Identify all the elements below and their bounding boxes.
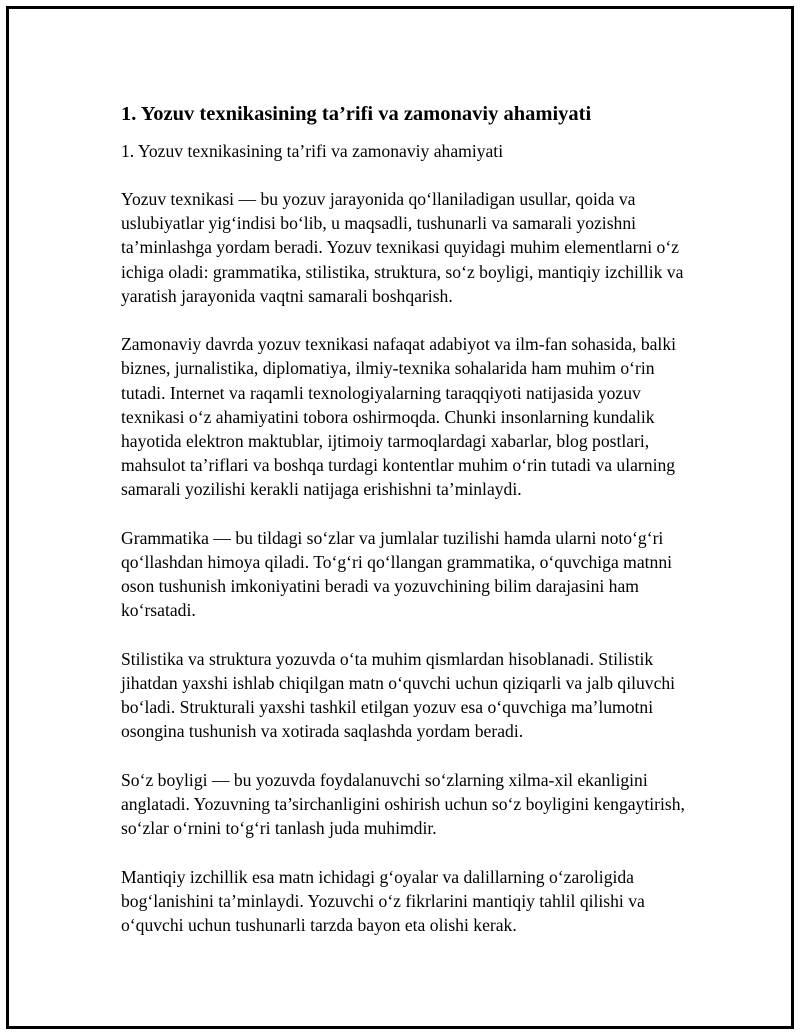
paragraph-grammar: Grammatika — bu tildagi so‘zlar va jumlalar tuzilishi hamda ularni noto‘g‘ri qo‘llashdan himoya qiladi. To‘g‘ri qo‘llangan grammatika, o‘quvchiga matnni oson tushunish imkoniyatini beradi va yozuvchining bilim darajasini ham ko‘rsatadi.	[121, 527, 673, 621]
paragraph-logical-coherence: Mantiqiy izchillik esa matn ichidagi g‘oyalar va dalillarning o‘zaroligida bog‘lanishini ta’minlaydi. Yozuvchi o‘z fikrlarini mantiqiy tahlil qilishi va o‘quvchi uchun tushunarli tarzda bayon eta olishi kerak.	[121, 866, 645, 936]
paragraph-modern-importance: Zamonaviy davrda yozuv texnikasi nafaqat adabiyot va ilm-fan sohasida, balki biznes, jurnalistika, diplomatiya, ilmiy-texnika sohalarida ham muhim o‘rin tutadi. Internet va raqamli texnologiyalarning taraqqiyoti natijasida yozuv texnikasi o‘z ahamiyatini tobora oshirmoqda. Chunki insonlarning kundalik hayotida elektron maktublar, ijtimoiy tarmoqlardagi xabarlar, blog postlari, mahsulot ta’riflari va boshqa turdagi kontentlar muhim o‘rin tutadi va ularning samarali yozilishi kerakli natijaga erishishni ta’minlaydi.	[121, 334, 677, 500]
section-title: 1. Yozuv texnikasining ta’rifi va zamonaviy ahamiyati	[121, 141, 504, 161]
page-frame	[6, 6, 794, 1029]
paragraph-list	[121, 187, 691, 937]
paragraph-definition: Yozuv texnikasi — bu yozuv jarayonida qo‘llaniladigan usullar, qoida va uslubiyatlar yig‘indisi bo‘lib, u maqsadli, tushunarli va samarali yozishni ta’minlashga yordam beradi. Yozuv texnikasi quyidagi muhim elementlarni o‘z ichiga oladi: grammatika, stilistika, struktura, so‘z boyligi, mantiqiy izchillik va yaratish jarayonida vaqtni samarali boshqarish.	[121, 189, 684, 306]
document-body	[121, 89, 691, 937]
paragraph-style-structure: Stilistika va struktura yozuvda o‘ta muhim qismlardan hisoblanadi. Stilistik jihatdan yaxshi ishlab chiqilgan matn o‘quvchi uchun qiziqarli va jalb qiluvchi bo‘ladi. Strukturali yaxshi tashkil etilgan yozuv esa o‘quvchiga ma’lumotni osongina tushunish va xotirada saqlashda yordam beradi.	[121, 648, 676, 742]
paragraph-vocabulary: So‘z boyligi — bu yozuvda foydalanuvchi so‘zlarning xilma-xil ekanligini anglatadi. Yozuvning ta’sirchanligini oshirish uchun so‘z boyligini kengaytirish, so‘zlar o‘rnini to‘g‘ri tanlash juda muhimdir.	[121, 769, 685, 839]
document-heading: 1. Yozuv texnikasining ta’rifi va zamonaviy ahamiyati	[121, 103, 592, 125]
